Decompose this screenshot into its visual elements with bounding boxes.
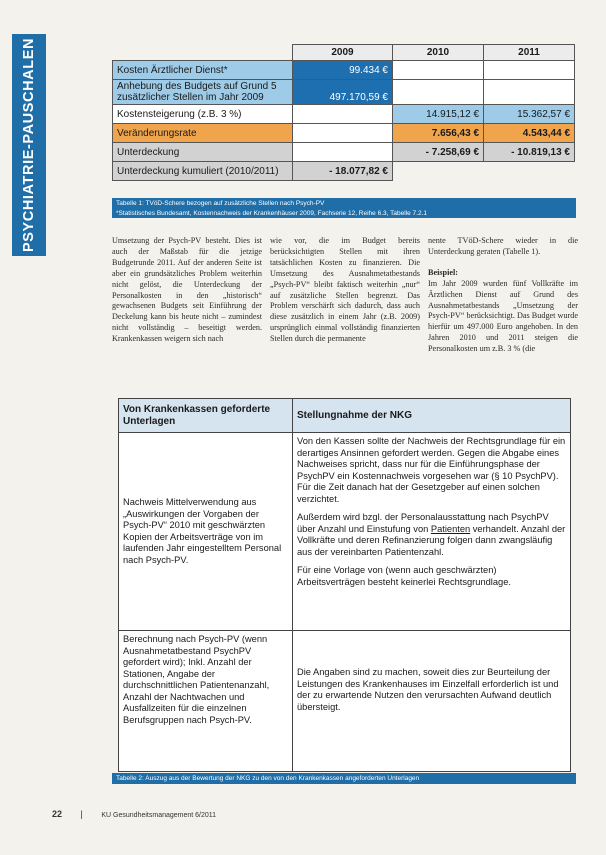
- text-column-1: [112, 236, 262, 345]
- row-label: Veränderungsrate: [113, 124, 293, 143]
- cell-value: [484, 61, 575, 80]
- caption-footnote: *Statistisches Bundesamt, Kostennachweis der Krankenhäuser 2009, Fachserie 12, Reihe 6.3, Tabelle 7.2.1: [116, 209, 427, 217]
- cell-value: - 10.819,13 €: [484, 143, 575, 162]
- cell-text: [293, 433, 571, 631]
- cell-value: [293, 105, 393, 124]
- row-label: Unterdeckung: [113, 143, 293, 162]
- paragraph: Für eine Vorlage von (wenn auch geschwärzten) Arbeitsverträgen besteht keinerlei Rechtsgrundlage.: [297, 565, 511, 587]
- row-label: Kosten Ärztlicher Dienst*: [113, 61, 293, 80]
- cell-value: [393, 61, 484, 80]
- paragraph: Umsetzung der Psych-PV besteht. Dies ist auch der Maßstab für die jetzige Budgetrunde 2011. Auf der anderen Seite ist aber ein grundsätzliches Problem weiterhin nicht gelöst, die Unterdeckung der Personalkosten in den „historisch“ gewachsenen Budgets seit Einführung der Deckelung kann bis heute nicht – zumindest nicht vollständig – beseitigt werden. Krankenkassen weigern sich nach: [112, 236, 262, 344]
- table-row: [113, 61, 575, 80]
- cell-text: Die Angaben sind zu machen, soweit dies zur Beurteilung der Leistungen des Krankenhauses im Einzelfall erforderlich ist und der zu erwartende Nutzen den verursachten Aufwand deutlich übersteigt.: [293, 631, 571, 772]
- cell-value: 99.434 €: [293, 61, 393, 80]
- cell-value: [293, 124, 393, 143]
- budget-table: [112, 44, 575, 181]
- paragraph: wie vor, die im Budget bereits berücksichtigten Stellen mit ihren tatsächlichen Kosten zu finanzieren. Die Umsetzung des Ausnahmetatbestands „Psych-PV“ bleibt faktisch weiterhin „nur“ auf zusätzliche Stellen begrenzt. Das Problem verschärft sich dadurch, dass auch diese zusätzlich in einem Jahr (z.B. 2009) ursprünglich einmal vollständig finanzierten Stellen durch die permanente: [270, 236, 420, 344]
- column-header: Von Krankenkassen geforderte Unterlagen: [119, 399, 293, 433]
- year-header: 2011: [484, 45, 575, 61]
- table-row: [113, 143, 575, 162]
- footer-separator: |: [80, 809, 83, 819]
- table2-caption: Tabelle 2: Auszug aus der Bewertung der NKG zu den von den Krankenkassen angeforderten Unterlagen: [112, 773, 576, 784]
- section-tab: [12, 34, 46, 256]
- table-header-row: [113, 45, 575, 61]
- cell-value: [393, 162, 484, 181]
- cell-text: Nachweis Mittelverwendung aus „Auswirkungen der Vorgaben der Psych-PV“ 2010 mit geschwärzten Kopien der Arbeitsverträge von im laufenden Jahr eingestelltem Personal nach Psych-PV.: [119, 433, 293, 631]
- cell-value: [293, 143, 393, 162]
- table-row: [119, 433, 571, 631]
- table-header-row: [119, 399, 571, 433]
- cell-value: [484, 162, 575, 181]
- underlined-word: Patienten: [430, 523, 471, 534]
- table-row: [113, 80, 575, 105]
- nkg-table: [118, 398, 571, 772]
- row-label: Kostensteigerung (z.B. 3 %): [113, 105, 293, 124]
- publication-source: KU Gesundheitsmanagement 6/2011: [101, 812, 217, 819]
- paragraph: Außerdem wird bzgl. der Personalausstattung nach PsychPV über Anzahl und Einstufung von Patienten verhandelt. Anzahl der Vollkräfte und deren Refinanzierung folgen dann zwangsläufig aus der vereinbarten Patientenzahl.: [297, 512, 566, 557]
- cell-value: [393, 80, 484, 105]
- cell-value: - 18.077,82 €: [293, 162, 393, 181]
- text-column-3: [428, 236, 578, 355]
- example-heading: Beispiel:: [428, 267, 459, 277]
- text-column-2: [270, 236, 420, 345]
- table-row: [113, 124, 575, 143]
- cell-value: 15.362,57 €: [484, 105, 575, 124]
- table-row: [113, 105, 575, 124]
- section-tab-label: PSYCHIATRIE-PAUSCHALEN: [21, 37, 37, 253]
- row-label: Unterdeckung kumuliert (2010/2011): [113, 162, 293, 181]
- paragraph: Von den Kassen sollte der Nachweis der Rechtsgrundlage für ein derartiges Ansinnen gefordert werden. Gegen die Abgabe eines Nachweises spricht, dass nur für die Einführungsphase der PsychPV ein Kostennachweis vorgesehen war (§ 10 PsychPV). Für die Zeit danach hat der Gesetzgeber auf einen solchen verzichtet.: [297, 436, 566, 504]
- page-footer: [52, 809, 216, 819]
- table-row: [119, 631, 571, 772]
- caption-line: Tabelle 1: TVöD-Schere bezogen auf zusätzliche Stellen nach Psych-PV: [116, 200, 325, 207]
- cell-value: - 7.258,69 €: [393, 143, 484, 162]
- table-row: [113, 162, 575, 181]
- year-header: 2010: [393, 45, 484, 61]
- column-header: Stellungnahme der NKG: [293, 399, 571, 433]
- year-header: 2009: [293, 45, 393, 61]
- cell-value: 4.543,44 €: [484, 124, 575, 143]
- paragraph: Im Jahr 2009 wurden fünf Vollkräfte im Ärztlichen Dienst auf Grund des Ausnahmetatbestands „Umsetzung der Psych-PV“ berücksichtigt. Das Budget wurde hierfür um 497.000 Euro angehoben. In den Jahren 2010 und 2011 steigen die Personalkosten um z.B. 3 % (die: [428, 278, 578, 354]
- cell-value: 7.656,43 €: [393, 124, 484, 143]
- page-number: 22: [52, 809, 63, 819]
- cell-value: 14.915,12 €: [393, 105, 484, 124]
- paragraph: nente TVöD-Schere wieder in die Unterdeckung geraten (Tabelle 1).: [428, 236, 578, 256]
- row-label: Anhebung des Budgets auf Grund 5 zusätzlicher Stellen im Jahr 2009: [113, 80, 293, 105]
- cell-value: [484, 80, 575, 105]
- cell-value: 497.170,59 €: [293, 80, 393, 105]
- table1-caption: [112, 198, 576, 218]
- cell-text: Berechnung nach Psych-PV (wenn Ausnahmetatbestand PsychPV gefordert wird); Inkl. Anzahl der Stationen, Angabe der durchschnittlichen Patientenanzahl, Anzahl der Nachtwachen und Ausfallzeiten für die einzelnen Berufsgruppen nach Psych-PV.: [119, 631, 293, 772]
